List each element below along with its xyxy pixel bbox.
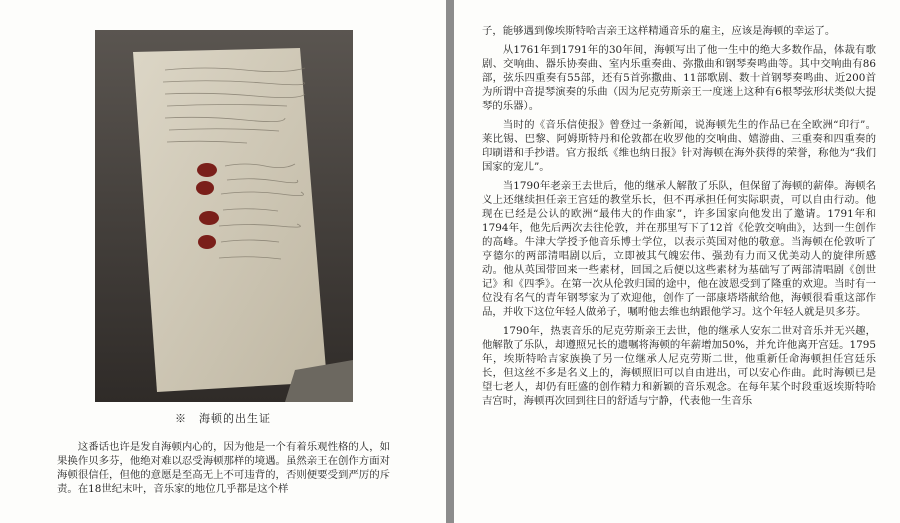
body-paragraph: 1790年，热衷音乐的尼克劳斯亲王去世，他的继承人安东二世对音乐并无兴趣，他解散了乐队，却遵照兄长的遗嘱将海顿的年薪增加50%，并允许他离开宫廷。1795年，埃斯特哈吉家族换了另一位继承人尼克劳斯二世，他重新任命海顿担任宫廷乐长，但这丝不多是名义上的，海顿照旧可以自由进出，可以安心作曲。此时海顿已是望七老人，却仍有旺盛的创作精力和新颖的音乐观念。在每年某个时段重返埃斯特哈吉宫时，海顿再次回到往日的舒适与宁静，代表他一生音乐 (482, 325, 876, 407)
body-paragraph: 这番话也许是发自海顿内心的，因为他是一个有着乐观性格的人，如果换作贝多芬，他绝对难以忍受海顿那样的境遇。虽然亲王在创作方面对海顿很信任，但他的意愿是至高无上不可违背的，否则便要受到严厉的斥责。在18世纪末叶，音乐家的地位几乎都是这个样 (57, 441, 390, 495)
left-page (0, 0, 446, 523)
birth-certificate-illustration (95, 30, 353, 402)
left-body-text (57, 440, 390, 496)
photo-caption: ※ 海顿的出生证 (175, 412, 271, 425)
right-page (454, 0, 900, 523)
body-paragraph: 从1761年到1791年的30年间，海顿写出了他一生中的绝大多数作品，体裁有歌剧、交响曲、器乐协奏曲、室内乐重奏曲、弥撒曲和钢琴奏鸣曲等。其中交响曲有86部，弦乐四重奏有55部，还有5首弥撒曲、11部歌剧、数十首钢琴奏鸣曲、近200首为所谓中音提琴演奏的乐曲（因为尼克劳斯亲王一度迷上这种有6根琴弦形状类似大提琴的乐器）。 (482, 44, 876, 112)
birth-certificate-photo (95, 30, 353, 402)
body-paragraph: 当1790年老亲王去世后，他的继承人解散了乐队，但保留了海顿的薪俸。海顿名义上还继续担任亲王宫廷的教堂乐长，但不再承担任何实际职责，可以自由行动。他现在已经是公认的欧洲“最伟大的作曲家”，许多国家向他发出了邀请。1791年和1794年，他先后两次去往伦敦，并在那里写下了12首《伦敦交响曲》，达到一生创作的高峰。牛津大学授予他音乐博士学位，以表示英国对他的敬意。当海顿在伦敦听了亨德尔的两部清唱剧以后，立即被其气魄宏伟、强劲有力而又优美动人的旋律所感动。他从英国带回来一些素材，回国之后便以这些素材为基础写了两部清唱剧《创世记》和《四季》。在第一次从伦敦归国的途中，他在波恩受到了隆重的欢迎。当时有一位没有名气的青年钢琴家为了欢迎他，创作了一部康塔塔献给他，海顿很看重这部作品，并收下这位年轻人做弟子，嘱咐他去维也纳跟他学习。这个年轻人就是贝多芬。 (482, 180, 876, 318)
body-paragraph: 当时的《音乐信使报》曾登过一条新闻，说海顿先生的作品已在全欧洲“印行”。莱比锡、巴黎、阿姆斯特丹和伦敦都在收罗他的交响曲、嬉游曲、三重奏和四重奏的印刷谱和手抄谱。官方报纸《维也纳日报》针对海顿在海外获得的荣誉，称他为“我们国家的宠儿”。 (482, 119, 876, 173)
body-paragraph: 子，能够遇到像埃斯特哈吉亲王这样精通音乐的雇主，应该是海顿的幸运了。 (482, 25, 836, 37)
right-body-text (482, 24, 876, 413)
